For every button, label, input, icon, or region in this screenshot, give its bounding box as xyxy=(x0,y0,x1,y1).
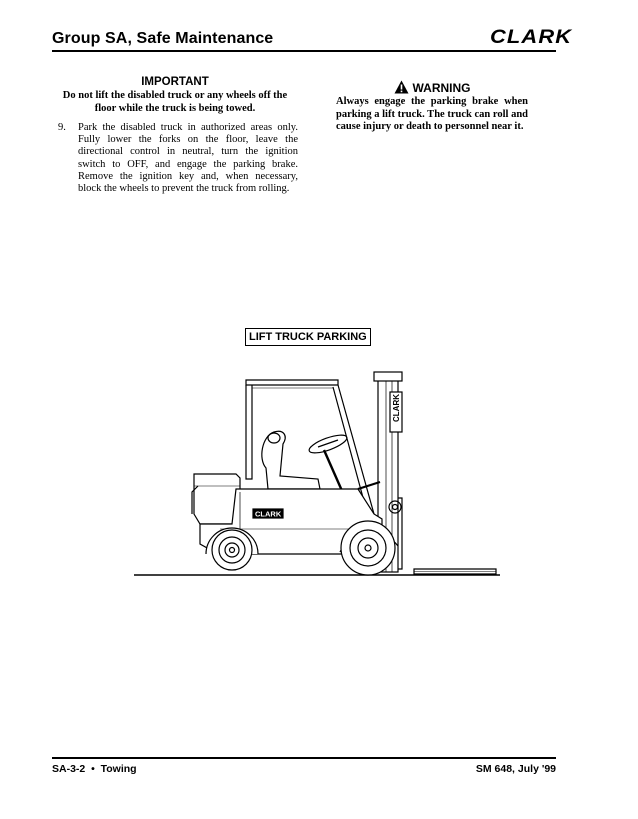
important-heading: IMPORTANT xyxy=(141,76,209,88)
mast-logo: CLARK xyxy=(392,394,401,422)
section-title: Group SA, Safe Maintenance xyxy=(52,30,274,47)
warning-triangle-icon xyxy=(394,80,409,94)
warning-body: Always engage the parking brake when parking a lift truck. The truck can roll and cause injury or death to personnel near it. xyxy=(336,96,528,132)
important-body: Do not lift the disabled truck or any wheels off the floor while the truck is being towed. xyxy=(62,90,288,114)
step-number: 9. xyxy=(58,122,66,133)
warning-header xyxy=(336,80,528,96)
clark-logo: CLARK xyxy=(490,27,573,48)
footer-rule xyxy=(52,757,556,759)
rear-wheel xyxy=(212,530,252,570)
seat xyxy=(262,431,320,489)
overhead-guard xyxy=(246,380,338,385)
warning-notice xyxy=(336,80,528,134)
footer-page-section: SA-3-2 • Towing xyxy=(52,763,137,775)
warning-heading: WARNING xyxy=(412,81,471,95)
important-notice xyxy=(52,76,298,115)
body-logo: CLARK xyxy=(255,509,282,519)
step-9 xyxy=(52,122,298,195)
step-text: Park the disabled truck in authorized areas only. Fully lower the forks on the floor, leave the directional control in neutral, turn the ignition switch to OFF, and engage the parking brake. Remove the ignition key and, when necessary, block the wheels to prevent the truck from rolling. xyxy=(78,122,298,195)
front-wheel xyxy=(341,521,395,575)
figure-label: LIFT TRUCK PARKING xyxy=(245,328,371,346)
lift-truck-illustration xyxy=(128,364,508,584)
footer-document-id: SM 648, July '99 xyxy=(475,763,556,775)
header-rule xyxy=(52,50,556,52)
